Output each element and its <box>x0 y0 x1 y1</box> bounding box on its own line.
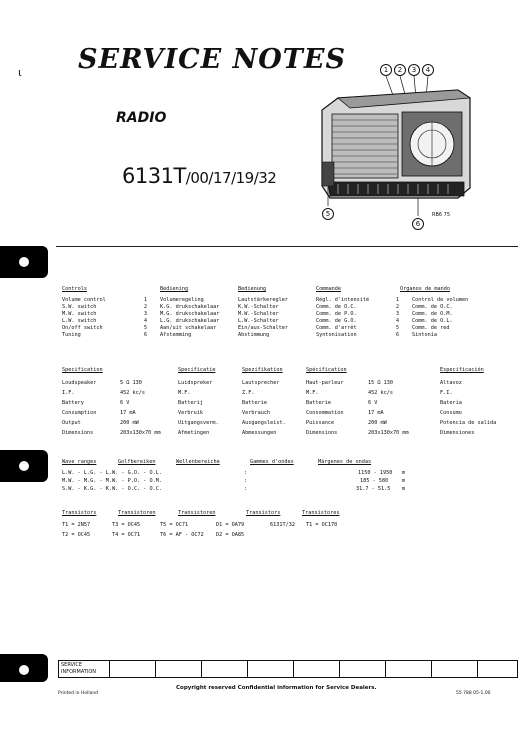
transistor-entry: T2 = OC45 <box>62 532 91 538</box>
controls-header-de: Bedienung <box>238 286 267 292</box>
transistor-entry: T5 = OC71 <box>160 522 189 528</box>
spec-row-nl: M.F. <box>178 390 191 396</box>
range-row-colon: : <box>244 478 248 484</box>
spec-row-es: Dimensiones <box>440 430 475 436</box>
ctrl-row-de: K.W.-Schalter <box>238 304 279 310</box>
spec-row-fr: Batterie <box>306 400 331 406</box>
spec-row-nl: Batterij <box>178 400 203 406</box>
model-main: 6131T <box>122 164 186 188</box>
spec-row-de: Z.F. <box>242 390 255 396</box>
box-divider <box>431 661 432 677</box>
ctrl-row-fr: Syntonisation <box>316 332 357 338</box>
spec-header-en: Specification <box>62 367 103 373</box>
ranges-header-fr: Gammes d'ondes <box>250 459 294 465</box>
ctrl-row-num2: 5 <box>396 325 400 331</box>
service-label-line2: INFORMATION <box>61 668 97 675</box>
spec-row-fr: Consommation <box>306 410 344 416</box>
spec-row-de: Lautsprecher <box>242 380 280 386</box>
ctrl-row-en: S.W. switch <box>62 304 97 310</box>
ctrl-row-es: Sintonía <box>412 332 437 338</box>
box-divider <box>339 661 340 677</box>
ranges-header-nl: Golfbereiken <box>118 459 156 465</box>
range-row-value: 31.7 - 51.5 <box>356 486 391 492</box>
ctrl-row-fr: Comm. de O.C. <box>316 304 357 310</box>
transistor-variant: 6131T/32 <box>270 522 295 528</box>
binder-tab-bottom <box>0 654 48 682</box>
spec-header-es: Especificación <box>440 367 484 373</box>
product-category: RADIO <box>116 110 167 126</box>
ctrl-row-es: Control de volumen <box>412 297 469 303</box>
spec-row-value: 203x130x70 mm <box>120 430 161 436</box>
printed-in: Printed in Holland <box>58 691 99 696</box>
document-number: 55 788 05-1.00 <box>456 691 491 696</box>
transistor-entry: T4 = OC71 <box>112 532 141 538</box>
spec-row-nl: Uitgangsverm. <box>178 420 219 426</box>
spec-row-de: Batterie <box>242 400 267 406</box>
callout-3: 3 <box>408 64 420 76</box>
margin-mark: ι <box>18 66 22 79</box>
trans-header-nl: Transistoren <box>118 510 156 516</box>
transistor-entry: D1 = OA79 <box>216 522 245 528</box>
spec-header-fr: Spécification <box>306 367 347 373</box>
spec-row-value2: 200 mW <box>368 420 387 426</box>
model-suffix: /00/17/19/32 <box>185 169 277 187</box>
spec-row-nl: Luidspreker <box>178 380 213 386</box>
model-number <box>122 164 276 188</box>
spec-row-en: Dimensions <box>62 430 94 436</box>
spec-row-es: Batería <box>440 400 462 406</box>
spec-row-fr: Puissance <box>306 420 335 426</box>
spec-row-value2: 6 V <box>368 400 378 406</box>
ctrl-row-en: Tuning <box>62 332 81 338</box>
box-divider <box>109 661 110 677</box>
ctrl-row-num2: 3 <box>396 311 400 317</box>
service-label-line1: SERVICE <box>61 662 83 668</box>
trans-header-es: Transistores <box>302 510 340 516</box>
controls-header-nl: Bediening <box>160 286 189 292</box>
box-divider <box>385 661 386 677</box>
ctrl-row-num2: 2 <box>396 304 400 310</box>
ctrl-row-num: 4 <box>144 318 148 324</box>
range-row-bands: M.W. - M.G. - M.W. - P.O. - O.M. <box>62 478 162 484</box>
range-row-colon: : <box>244 486 248 492</box>
spec-row-nl: Afmetingen <box>178 430 210 436</box>
transistor-entry: T1 = 2N57 <box>62 522 91 528</box>
ctrl-row-de: Ein/aus-Schalter <box>238 325 288 331</box>
figure-reference: RB6 75 <box>432 212 451 218</box>
ctrl-row-en: Volume control <box>62 297 106 303</box>
ctrl-row-num2: 6 <box>396 332 400 338</box>
ranges-header-en: Wave ranges <box>62 459 97 465</box>
trans-header-de: Transistoren <box>178 510 216 516</box>
ctrl-row-num: 2 <box>144 304 148 310</box>
ranges-header-de: Wellenbereiche <box>176 459 220 465</box>
spec-row-en: Battery <box>62 400 84 406</box>
trans-header-fr: Transistors <box>246 510 281 516</box>
service-information-box <box>58 660 518 678</box>
spec-header-nl: Specificatie <box>178 367 216 373</box>
ctrl-row-num2: 1 <box>396 297 400 303</box>
spec-row-es: Potencia de salida <box>440 420 497 426</box>
ctrl-row-en: L.W. switch <box>62 318 97 324</box>
callout-4: 4 <box>422 64 434 76</box>
ctrl-row-num: 1 <box>144 297 148 303</box>
ctrl-row-num: 3 <box>144 311 148 317</box>
callout-2: 2 <box>394 64 406 76</box>
binder-tab-lower <box>0 450 48 482</box>
callout-6: 6 <box>412 218 424 230</box>
ctrl-row-de: L.W.-Schalter <box>238 318 279 324</box>
spec-row-value: 200 mW <box>120 420 139 426</box>
ranges-header-es: Márgenes de ondas <box>318 459 372 465</box>
ctrl-row-nl: Volumeregeling <box>160 297 204 303</box>
spec-row-es: Consumo <box>440 410 462 416</box>
ctrl-row-nl: M.G. drukschakelaar <box>160 311 220 317</box>
ctrl-row-en: On/off switch <box>62 325 103 331</box>
ctrl-row-de: Abstimmung <box>238 332 270 338</box>
range-row-value: 1150 - 1950 <box>358 470 393 476</box>
range-row-unit: m <box>402 478 406 484</box>
ctrl-row-es: Comm. de O.L. <box>412 318 453 324</box>
ctrl-row-fr: Comm. d'arrêt <box>316 325 357 331</box>
spec-header-de: Spezifikation <box>242 367 283 373</box>
service-information-label <box>61 662 96 675</box>
spec-row-nl: Verbruik <box>178 410 203 416</box>
ctrl-row-en: M.W. switch <box>62 311 97 317</box>
transistor-entry: T3 = OC45 <box>112 522 141 528</box>
ctrl-row-de: Lautstärkeregler <box>238 297 288 303</box>
spec-row-value2: 203x130x70 mm <box>368 430 409 436</box>
callout-1: 1 <box>380 64 392 76</box>
controls-header-es: Organos de mando <box>400 286 450 292</box>
spec-row-es: F.I. <box>440 390 453 396</box>
transistor-entry: T1 = OC170 <box>306 522 338 528</box>
spec-row-en: Output <box>62 420 81 426</box>
ctrl-row-es: Comm. de red <box>412 325 450 331</box>
transistor-entry: D2 = OA85 <box>216 532 245 538</box>
spec-row-en: Loudspeaker <box>62 380 97 386</box>
ctrl-row-num2: 4 <box>396 318 400 324</box>
trans-header-en: Transistors <box>62 510 97 516</box>
range-row-unit: m <box>402 486 406 492</box>
controls-header-fr: Commande <box>316 286 341 292</box>
ctrl-row-de: M.W.-Schalter <box>238 311 279 317</box>
radio-illustration <box>308 58 480 238</box>
spec-row-value2: 452 kc/s <box>368 390 393 396</box>
ctrl-row-fr: Régl. d'intensité <box>316 297 370 303</box>
section-rule-top <box>56 246 518 247</box>
ctrl-row-fr: Comm. de P.O. <box>316 311 357 317</box>
spec-row-en: Consumption <box>62 410 97 416</box>
spec-row-value: 17 mA <box>120 410 136 416</box>
ctrl-row-es: Comm. de O.C. <box>412 304 453 310</box>
ctrl-row-nl: L.G. drukschakelaar <box>160 318 220 324</box>
binder-tab-upper <box>0 246 48 278</box>
spec-row-value: 5 Ω 130 <box>120 380 142 386</box>
ctrl-row-num: 5 <box>144 325 148 331</box>
spec-row-value: 452 kc/s <box>120 390 145 396</box>
spec-row-fr: Haut-parleur <box>306 380 344 386</box>
spec-row-fr: M.F. <box>306 390 319 396</box>
spec-row-en: I.F. <box>62 390 75 396</box>
range-row-value: 185 - 580 <box>360 478 389 484</box>
box-divider <box>477 661 478 677</box>
box-divider <box>201 661 202 677</box>
range-row-unit: m <box>402 470 406 476</box>
box-divider <box>293 661 294 677</box>
range-row-colon: : <box>244 470 248 476</box>
box-divider <box>247 661 248 677</box>
callout-5: 5 <box>322 208 334 220</box>
spec-row-de: Ausgangsleist. <box>242 420 286 426</box>
copyright-notice: Copyright reserved Confidential information for Service Dealers. <box>176 685 377 691</box>
spec-row-es: Altavoz <box>440 380 462 386</box>
controls-header-en: Controls <box>62 286 87 292</box>
ctrl-row-nl: K.G. drukschakelaar <box>160 304 220 310</box>
range-row-bands: S.W. - K.G. - K.W. - O.C. - O.C. <box>62 486 162 492</box>
box-divider <box>155 661 156 677</box>
ctrl-row-nl: Afstemming <box>160 332 192 338</box>
ctrl-row-num: 6 <box>144 332 148 338</box>
spec-row-de: Verbrauch <box>242 410 271 416</box>
range-row-bands: L.W. - L.G. - L.W. - G.O. - O.L. <box>62 470 162 476</box>
ctrl-row-fr: Comm. de G.O. <box>316 318 357 324</box>
spec-row-de: Abmessungen <box>242 430 277 436</box>
page-title: SERVICE NOTES <box>78 44 346 75</box>
spec-row-value: 6 V <box>120 400 130 406</box>
ctrl-row-es: Comm. de O.M. <box>412 311 453 317</box>
spec-row-value2: 17 mA <box>368 410 384 416</box>
ctrl-row-nl: Aan/uit schakelaar <box>160 325 217 331</box>
spec-row-value2: 15 Ω 130 <box>368 380 393 386</box>
spec-row-fr: Dimensions <box>306 430 338 436</box>
transistor-entry: T6 = AF - OC72 <box>160 532 204 538</box>
